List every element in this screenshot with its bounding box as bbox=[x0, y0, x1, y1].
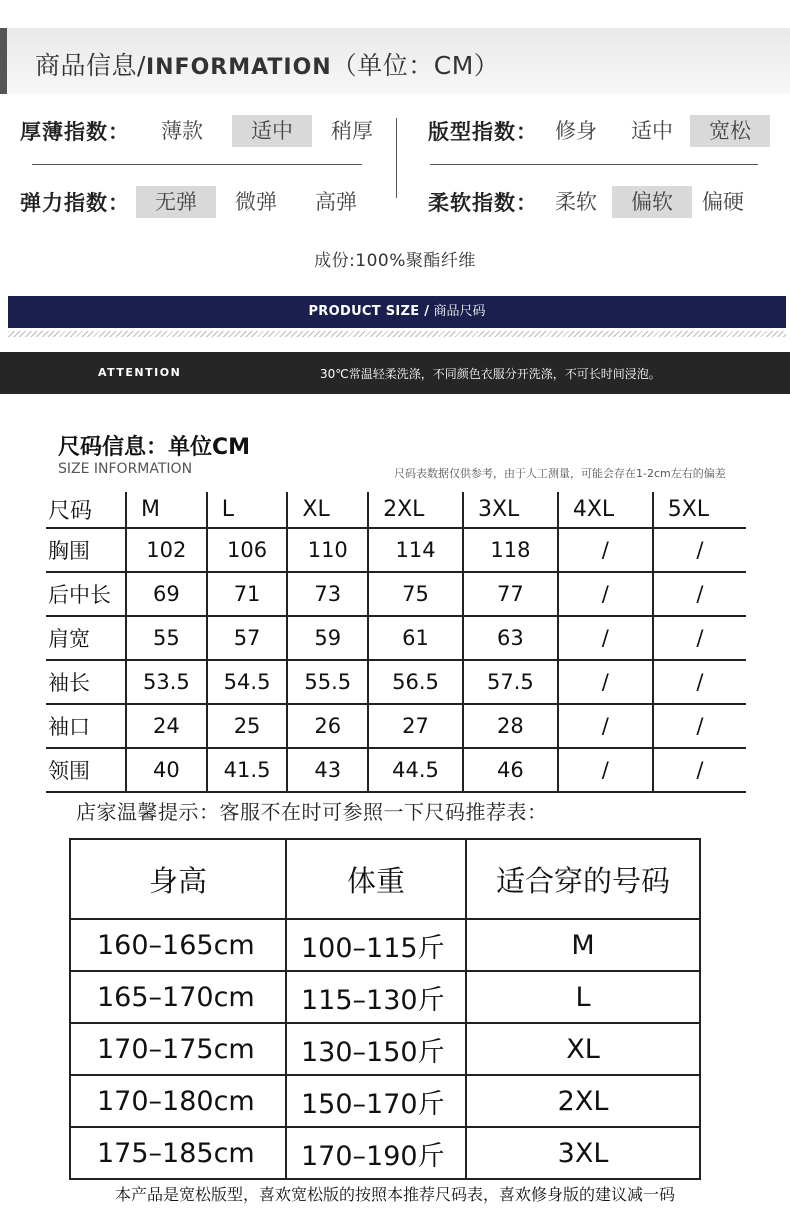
thickness-label: 厚薄指数： bbox=[20, 120, 130, 144]
size-cell: / bbox=[558, 528, 653, 572]
info-header-title bbox=[35, 46, 499, 82]
size-table-header bbox=[46, 492, 746, 528]
size-header-cell: XL bbox=[287, 492, 368, 528]
row-label: 袖口 bbox=[46, 704, 126, 748]
size-cell: / bbox=[558, 616, 653, 660]
composition: 成份:100%聚酯纤维 bbox=[314, 251, 476, 271]
weight-cell: 170–190斤 bbox=[286, 1127, 466, 1179]
weight-cell: 100–115斤 bbox=[286, 919, 466, 971]
elasticity-option: 高弹 bbox=[315, 190, 357, 214]
info-header-cn: 商品信息/ bbox=[35, 51, 146, 80]
size-cell: 26 bbox=[287, 704, 368, 748]
table-row bbox=[70, 1075, 700, 1127]
size-cell: 54.5 bbox=[207, 660, 288, 704]
product-size-en: PRODUCT SIZE / bbox=[308, 304, 430, 319]
size-info-subtitle: SIZE INFORMATION bbox=[58, 461, 193, 477]
recommend-table bbox=[69, 838, 701, 1180]
size-cell: 25 bbox=[207, 704, 288, 748]
size-cell: 24 bbox=[126, 704, 207, 748]
size-cell: 73 bbox=[287, 572, 368, 616]
size-header-cell: 3XL bbox=[463, 492, 558, 528]
divider-right bbox=[430, 164, 758, 165]
height-cell: 160–165cm bbox=[70, 919, 286, 971]
size-cell: / bbox=[653, 572, 746, 616]
footer-note: 本产品是宽松版型，喜欢宽松版的按照本推荐尺码表，喜欢修身版的建议减一码 bbox=[114, 1185, 675, 1204]
size-cell: / bbox=[653, 660, 746, 704]
size-header-cell: 5XL bbox=[653, 492, 746, 528]
size-cell: / bbox=[558, 572, 653, 616]
size-cell: 57.5 bbox=[463, 660, 558, 704]
elasticity-label: 弹力指数： bbox=[20, 191, 130, 215]
size-cell: / bbox=[558, 660, 653, 704]
softness-option: 柔软 bbox=[555, 190, 597, 214]
elasticity-option: 微弹 bbox=[235, 190, 277, 214]
size-cell: / bbox=[653, 528, 746, 572]
weight-cell: 130–150斤 bbox=[286, 1023, 466, 1075]
size-cell: 46 bbox=[463, 748, 558, 792]
table-row bbox=[70, 919, 700, 971]
size-cell: 41.5 bbox=[207, 748, 288, 792]
size-cell: 53.5 bbox=[126, 660, 207, 704]
attention-label: ATTENTION bbox=[98, 366, 182, 379]
size-cell: / bbox=[558, 704, 653, 748]
size-cell: / bbox=[558, 748, 653, 792]
fit-option: 适中 bbox=[631, 119, 673, 143]
size-cell: 44.5 bbox=[368, 748, 463, 792]
weight-cell: 115–130斤 bbox=[286, 971, 466, 1023]
size-cell: 3XL bbox=[466, 1127, 700, 1179]
height-cell: 175–185cm bbox=[70, 1127, 286, 1179]
size-cell: 118 bbox=[463, 528, 558, 572]
size-cell: 43 bbox=[287, 748, 368, 792]
table-row bbox=[46, 616, 746, 660]
size-cell: 55.5 bbox=[287, 660, 368, 704]
row-label: 后中长 bbox=[46, 572, 126, 616]
table-row bbox=[70, 1023, 700, 1075]
row-label: 袖长 bbox=[46, 660, 126, 704]
size-header-cell: 尺码 bbox=[46, 492, 126, 528]
size-cell: 102 bbox=[126, 528, 207, 572]
size-table bbox=[46, 492, 746, 793]
size-cell: M bbox=[466, 919, 700, 971]
row-label: 胸围 bbox=[46, 528, 126, 572]
size-cell: 27 bbox=[368, 704, 463, 748]
info-header bbox=[0, 28, 790, 94]
product-size-cn: 商品尺码 bbox=[433, 304, 486, 319]
size-cell: 55 bbox=[126, 616, 207, 660]
info-header-unit: （单位：CM） bbox=[331, 51, 500, 80]
size-cell: 71 bbox=[207, 572, 288, 616]
recommend-header-cell: 适合穿的号码 bbox=[466, 839, 700, 919]
size-cell: 110 bbox=[287, 528, 368, 572]
thickness-option: 薄款 bbox=[161, 119, 203, 143]
shop-tip: 店家温馨提示：客服不在时可参照一下尺码推荐表： bbox=[76, 800, 548, 824]
table-row bbox=[70, 971, 700, 1023]
table-row bbox=[46, 748, 746, 792]
size-cell: 57 bbox=[207, 616, 288, 660]
fit-index bbox=[428, 114, 770, 148]
recommend-header-cell: 体重 bbox=[286, 839, 466, 919]
size-header-cell: 2XL bbox=[368, 492, 463, 528]
elasticity-option-selected: 无弹 bbox=[136, 186, 216, 218]
divider-vertical bbox=[396, 118, 397, 198]
weight-cell: 150–170斤 bbox=[286, 1075, 466, 1127]
table-row bbox=[46, 528, 746, 572]
size-cell: 28 bbox=[463, 704, 558, 748]
size-cell: 114 bbox=[368, 528, 463, 572]
size-cell: 2XL bbox=[466, 1075, 700, 1127]
fit-option: 修身 bbox=[555, 119, 597, 143]
size-info-note: 尺码表数据仅供参考，由于人工测量，可能会存在1-2cm左右的偏差 bbox=[394, 467, 726, 480]
height-cell: 170–180cm bbox=[70, 1075, 286, 1127]
size-cell: 69 bbox=[126, 572, 207, 616]
size-cell: / bbox=[653, 704, 746, 748]
size-header-cell: L bbox=[207, 492, 288, 528]
size-cell: 75 bbox=[368, 572, 463, 616]
table-row bbox=[46, 660, 746, 704]
size-cell: 40 bbox=[126, 748, 207, 792]
height-cell: 165–170cm bbox=[70, 971, 286, 1023]
table-row bbox=[46, 704, 746, 748]
size-cell: 63 bbox=[463, 616, 558, 660]
size-header-cell: M bbox=[126, 492, 207, 528]
size-cell: XL bbox=[466, 1023, 700, 1075]
elasticity-index bbox=[20, 185, 376, 219]
product-size-bar bbox=[8, 296, 786, 328]
size-cell: 59 bbox=[287, 616, 368, 660]
row-label: 领围 bbox=[46, 748, 126, 792]
thickness-option-selected: 适中 bbox=[232, 115, 312, 147]
table-row bbox=[46, 572, 746, 616]
size-cell: L bbox=[466, 971, 700, 1023]
size-info-title: 尺码信息：单位CM bbox=[58, 435, 251, 460]
fit-option-selected: 宽松 bbox=[690, 115, 770, 147]
size-header-cell: 4XL bbox=[558, 492, 653, 528]
fit-label: 版型指数： bbox=[428, 120, 538, 144]
info-header-en: INFORMATION bbox=[145, 55, 332, 80]
size-cell: / bbox=[653, 748, 746, 792]
softness-label: 柔软指数： bbox=[428, 191, 538, 215]
attention-bar bbox=[0, 352, 790, 394]
divider-left bbox=[32, 164, 362, 165]
size-cell: 56.5 bbox=[368, 660, 463, 704]
row-label: 肩宽 bbox=[46, 616, 126, 660]
thickness-option: 稍厚 bbox=[331, 119, 373, 143]
recommend-header-cell: 身高 bbox=[70, 839, 286, 919]
size-cell: / bbox=[653, 616, 746, 660]
size-cell: 77 bbox=[463, 572, 558, 616]
height-cell: 170–175cm bbox=[70, 1023, 286, 1075]
softness-index bbox=[428, 185, 754, 219]
size-cell: 61 bbox=[368, 616, 463, 660]
thickness-index bbox=[20, 114, 392, 148]
softness-option-selected: 偏软 bbox=[612, 186, 692, 218]
table-row bbox=[70, 1127, 700, 1179]
stripe-divider bbox=[8, 331, 786, 337]
attention-text: 30℃常温轻柔洗涤，不同颜色衣服分开洗涤，不可长时间浸泡。 bbox=[320, 367, 661, 381]
size-cell: 106 bbox=[207, 528, 288, 572]
softness-option: 偏硬 bbox=[702, 190, 744, 214]
recommend-table-header bbox=[70, 839, 700, 919]
